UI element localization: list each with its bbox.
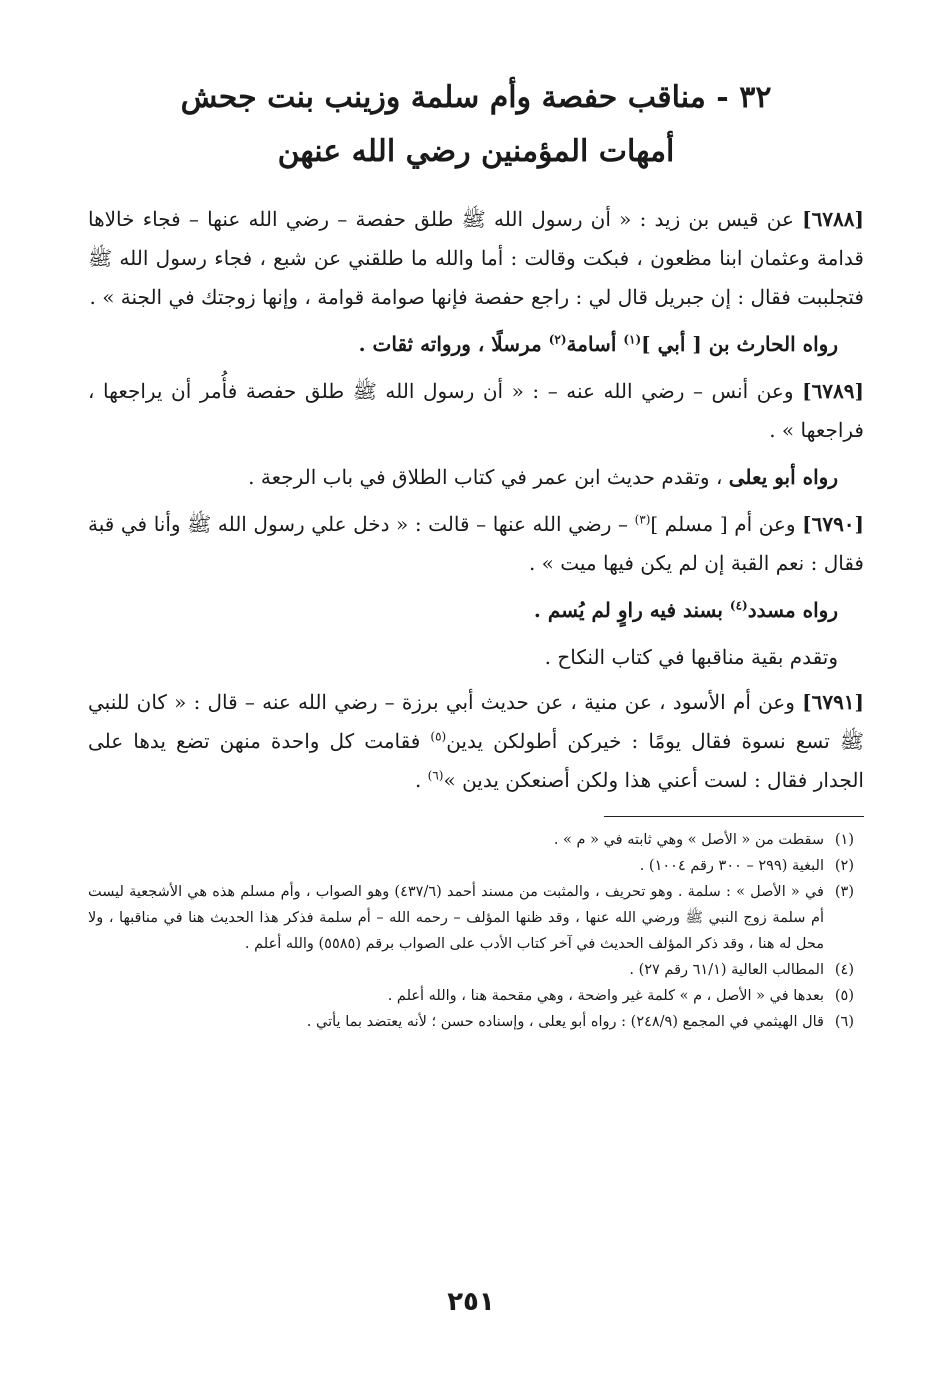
- page-body: [88, 60, 864, 1035]
- page-number: ٢٥١: [447, 1287, 495, 1317]
- footnote: [88, 983, 854, 1009]
- footnote-text: سقطت من « الأصل » وهي ثابته في « م » .: [553, 832, 824, 848]
- source-text: رواه الحارث بن [ أبي ]: [641, 332, 838, 356]
- hadith-number: [٦٧٩٠]: [802, 512, 865, 536]
- hadith-number: [٦٧٨٩]: [802, 379, 864, 403]
- footnote: [88, 1009, 854, 1035]
- source-text: أسامة: [566, 332, 624, 356]
- footnote: [88, 957, 854, 983]
- hadith-text: .: [414, 768, 428, 792]
- footnote-ref-1: (١): [623, 332, 642, 347]
- hadith-text: وعن أم الأسود ، عن منية ، عن حديث أبي برزة – رضي الله عنه – قال : « كان للنبي ﷺ تسع نسوة فقال يومًا : خيركن أطولكن يدين: [88, 690, 864, 753]
- hadith-text: عن قيس بن زيد : « أن رسول الله ﷺ طلق حفصة – رضي الله عنها – فجاء خالاها قدامة وعثمان ابنا مظعون ، فبكت وقالت : أما والله ما طلقني عن شبع ، فجاء رسول الله ﷺ فتجلببت فقال : إن جبريل قال لي : راجع حفصة فإنها صوامة قوامة ، وإنها زوجتك في الجنة » .: [88, 207, 864, 309]
- footnote-ref-3: (٣): [634, 512, 651, 527]
- hadith-number: [٦٧٩١]: [802, 690, 865, 714]
- hadith-text: فقامت كل واحدة منهن تضع يدها على الجدار فقال : لست أعني هذا ولكن أصنعكن يدين »: [88, 729, 864, 792]
- footnote-text: في « الأصل » : سلمة . وهو تحريف ، والمثبت من مسند أحمد (٤٣٧/٦) وهو الصواب ، وأم مسلم هذه هي الأشجعية ليست أم سلمة زوج النبي ﷺ ورضي الله عنها ، وقد ظنها المؤلف – رحمه الله – أم سلمة فذكر هذا الحديث هنا في مناقبها ، ولا محل له هنا ، وقد ذكر المؤلف الحديث في آخر كتاب الأدب على الصواب برقم (٥٥٨٥) والله أعلم .: [88, 884, 824, 952]
- source-text: بسند فيه راوٍ لم يُسم .: [533, 598, 730, 622]
- hadith-6789: [88, 372, 864, 450]
- footnote: [88, 853, 854, 879]
- footnote-number: (٤): [834, 962, 854, 978]
- footnote: [88, 827, 854, 853]
- footnote-ref-2: (٢): [548, 332, 567, 347]
- hadith-text: وعن أنس – رضي الله عنه – : « أن رسول الله ﷺ طلق حفصة فأُمر أن يراجعها ، فراجعها » .: [88, 379, 864, 442]
- source-text: مرسلًا ، ورواته ثقات .: [358, 332, 549, 356]
- footnote-text: بعدها في « الأصل ، م » كلمة غير واضحة ، وهي مقحمة هنا ، والله أعلم .: [387, 988, 824, 1004]
- hadith-text: وعن أم [ مسلم ]: [650, 512, 796, 536]
- hadith-number: [٦٧٨٨]: [802, 207, 864, 231]
- footnote: [88, 879, 854, 957]
- hadith-6789-source: [88, 458, 838, 497]
- hadith-6791: [88, 683, 864, 800]
- source-note: ، وتقدم حديث ابن عمر في كتاب الطلاق في باب الرجعة .: [248, 465, 729, 489]
- footnote-ref-5: (٥): [430, 729, 447, 744]
- footnote-ref-6: (٦): [427, 768, 444, 783]
- footnote-number: (٢): [834, 858, 854, 874]
- footnote-text: البغية (٢٩٩ – ٣٠٠ رقم ١٠٠٤) .: [639, 858, 824, 874]
- footnotes: [88, 827, 864, 1035]
- hadith-6790-source: [88, 591, 838, 630]
- hadith-text: – رضي الله عنها – قالت : « دخل علي رسول الله ﷺ وأنا في قبة فقال : نعم القبة إن لم يكن فيها ميت » .: [88, 512, 864, 575]
- footnote-number: (١): [834, 832, 854, 848]
- footnote-text: المطالب العالية (٦١/١ رقم ٢٧) .: [629, 962, 824, 978]
- footnote-ref-4: (٤): [729, 598, 748, 613]
- hadith-6788: [88, 200, 864, 317]
- hadith-6790-note: وتقدم بقية مناقبها في كتاب النكاح .: [544, 645, 838, 669]
- footnote-number: (٣): [834, 884, 854, 900]
- source-text: رواه مسدد: [747, 598, 838, 622]
- source-text: رواه أبو يعلى: [728, 465, 838, 489]
- footnote-divider: [604, 816, 864, 817]
- footnote-number: (٦): [834, 1014, 854, 1030]
- hadith-6788-source: [88, 325, 838, 364]
- hadith-6790: [88, 505, 864, 583]
- chapter-subtitle: أمهات المؤمنين رضي الله عنهن: [277, 134, 675, 169]
- footnote-text: قال الهيثمي في المجمع (٢٤٨/٩) : رواه أبو يعلى ، وإسناده حسن ؛ لأنه يعتضد بما يأتي .: [306, 1014, 824, 1030]
- footnote-number: (٥): [834, 988, 854, 1004]
- chapter-title: ٣٢ - مناقب حفصة وأم سلمة وزينب بنت جحش: [180, 80, 772, 115]
